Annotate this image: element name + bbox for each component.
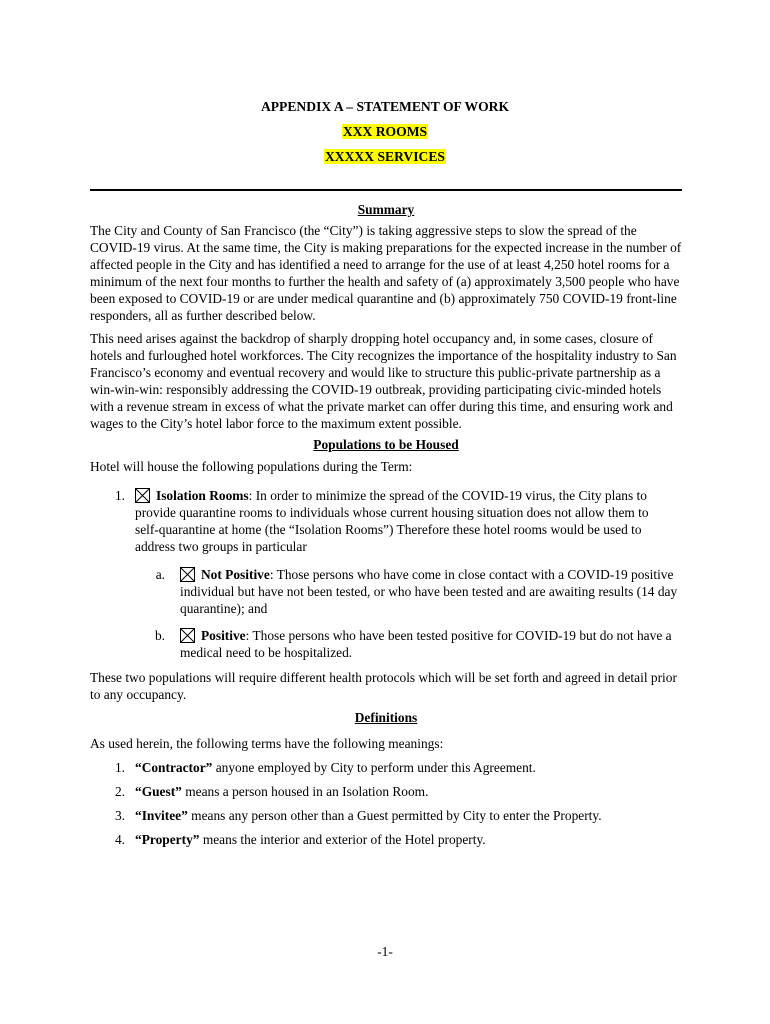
term-positive: Positive (201, 628, 246, 643)
definition-item (90, 831, 682, 848)
definition-text: means any person other than a Guest permitted by City to enter the Property. (187, 808, 602, 823)
definition-item (90, 807, 682, 824)
definition-text: anyone employed by City to perform under this Agreement. (212, 760, 536, 775)
checkbox-checked-icon[interactable] (180, 628, 195, 643)
list-number: 2. (114, 784, 125, 799)
list-number: 4. (114, 832, 125, 847)
definition-item (90, 759, 682, 776)
definition-term: “Property” (135, 832, 200, 847)
list-letter: a. (155, 567, 165, 582)
definitions-heading: Definitions (354, 710, 418, 725)
list-number: 3. (114, 808, 125, 823)
populations-intro: Hotel will house the following populations during the Term: (90, 459, 413, 474)
summary-paragraph-2: This need arises against the backdrop of sharply dropping hotel occupancy and, in some cases, closure of hotels and furloughed hotel workforces. The City recognizes the importance of the hospitality industry to San Francisco’s economy and eventual recovery and would like to structure this public-private partnership as a win-win-win: responsibly addressing the COVID-19 outbreak, providing participating civic-minded hotels with a revenue stream in excess of what the private market can offer during this time, and ensuring work and wages to the City’s hotel labor force to the maximum extent possible. (90, 331, 677, 431)
summary-paragraph-1: The City and County of San Francisco (the “City”) is taking aggressive steps to slow the spread of the COVID-19 virus. At the same time, the City is making preparations for the expected increase in the number of affected people in the City and has identified a need to arrange for the use of at least 4,250 hotel rooms for a minimum of the next four months to further the health and safety of (a) approximately 3,500 people who have been exposed to COVID-19 or are under medical quarantine and (b) approximately 750 COVID-19 front-line responders, all as further described below. (90, 223, 682, 323)
positive-text: : Those persons who have been tested positive for COVID-19 but do not have a medical need to be hospitalized. (180, 628, 672, 660)
list-item-isolation-rooms (90, 487, 682, 555)
definition-term: “Guest” (135, 784, 182, 799)
not-positive-text: : Those persons who have come in close contact with a COVID-19 positive individual but have not been tested, or who have been tested and are awaiting results (14 day quarantine); and (180, 567, 678, 616)
isolation-rooms-text: : In order to minimize the spread of the COVID-19 virus, the City plans to provide quarantine rooms to individuals whose current housing situation does not allow them to self-quarantine at home (the “Isolation Rooms”) Therefore these hotel rooms would be used to address two groups in particular (135, 488, 649, 554)
horizontal-rule (90, 189, 682, 191)
list-number: 1. (114, 760, 125, 775)
highlight-line-1 (0, 124, 770, 140)
document-title: APPENDIX A – STATEMENT OF WORK (260, 99, 510, 114)
definition-term: “Invitee” (135, 808, 188, 823)
term-isolation-rooms: Isolation Rooms (156, 488, 249, 503)
list-item-positive (134, 627, 682, 661)
definitions-intro: As used herein, the following terms have the following meanings: (90, 736, 444, 751)
rooms-placeholder: XXX ROOMS (342, 124, 428, 139)
checkbox-checked-icon[interactable] (135, 488, 150, 503)
list-letter: b. (154, 628, 165, 643)
list-item-not-positive (134, 566, 682, 617)
definition-item (90, 783, 682, 800)
page-number: -1- (377, 944, 393, 959)
definition-term: “Contractor” (135, 760, 213, 775)
populations-heading: Populations to be Housed (313, 437, 459, 452)
checkbox-checked-icon[interactable] (180, 567, 195, 582)
populations-closing: These two populations will require different health protocols which will be set forth and agreed in detail prior to any occupancy. (90, 670, 677, 702)
services-placeholder: XXXXX SERVICES (324, 149, 445, 164)
list-number: 1. (114, 488, 125, 503)
highlight-line-2 (0, 149, 770, 165)
term-not-positive: Not Positive (201, 567, 270, 582)
definition-text: means a person housed in an Isolation Room. (181, 784, 429, 799)
summary-heading: Summary (357, 202, 415, 217)
definition-text: means the interior and exterior of the Hotel property. (199, 832, 486, 847)
